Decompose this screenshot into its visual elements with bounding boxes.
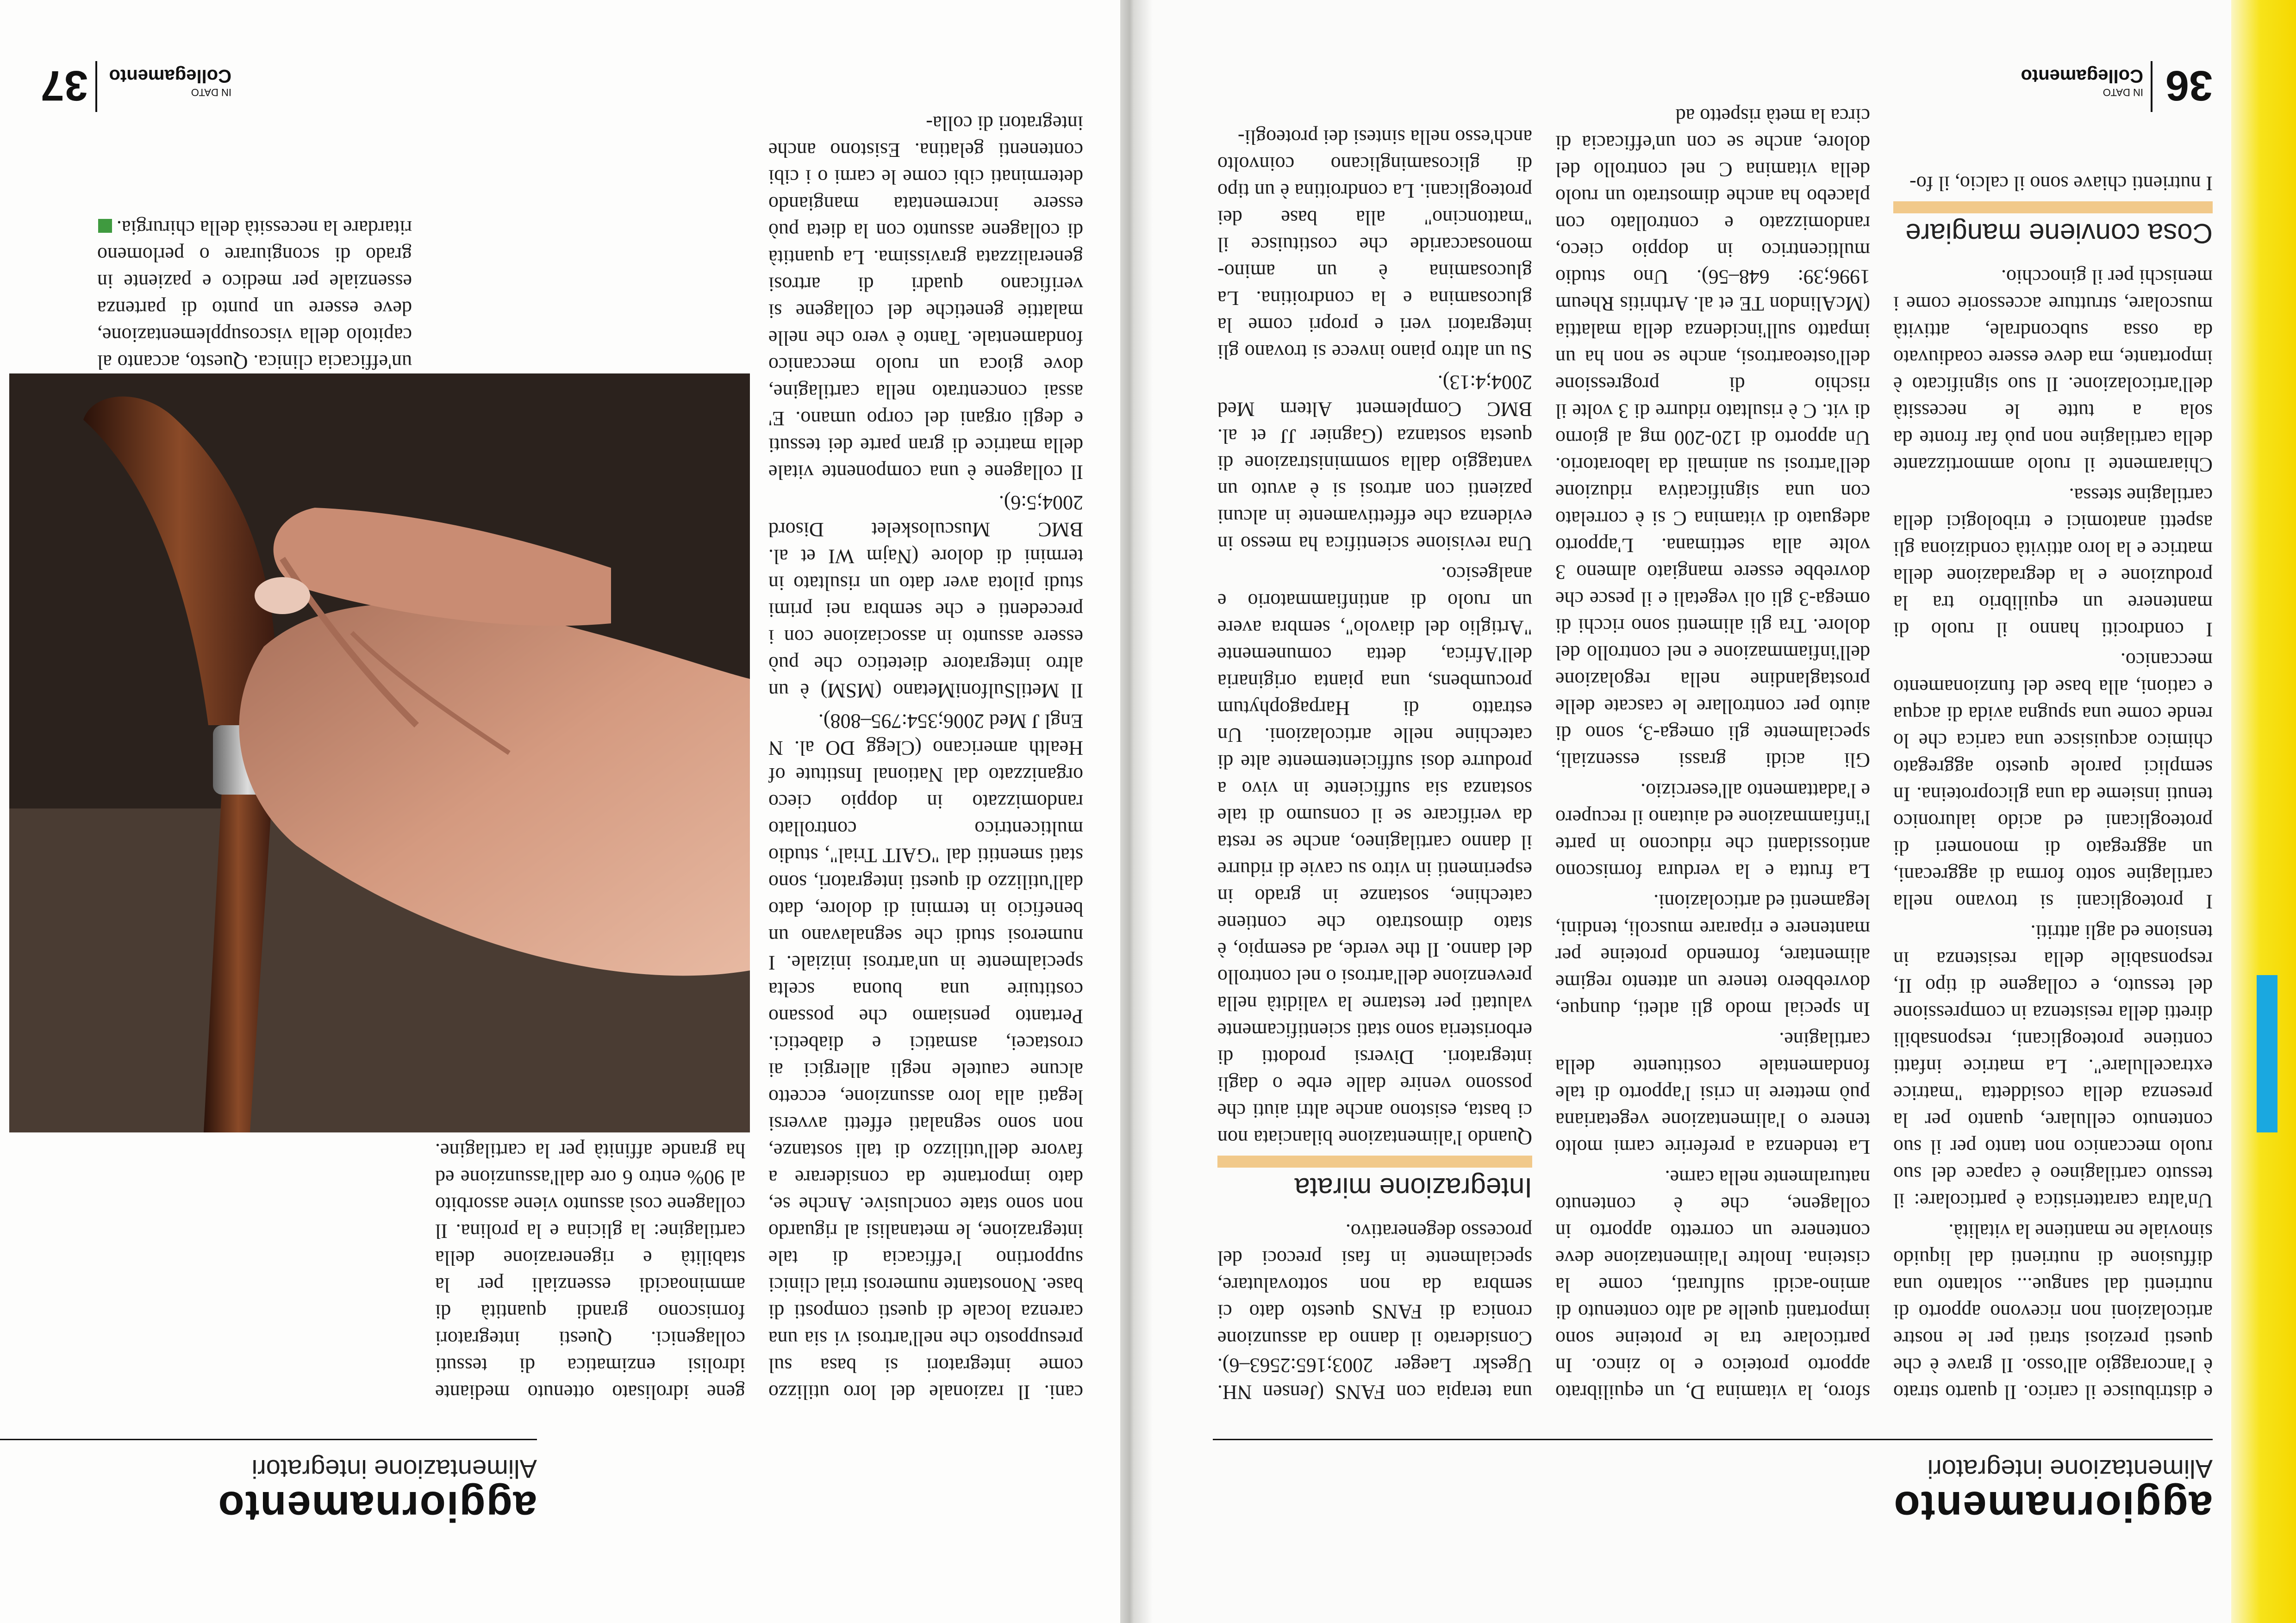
paragraph: Il MetilSulfoniMetano (MSM) è un altro integratore dietetico che può essere assunto in associazione con i precedenti e che sembra nei primi studi pilota aver dato un risultato in termini di dolore (Najm WI et al. BMC Musculoskelet Disord 2004;5:6). [768, 491, 1083, 702]
paragraph: I proteoglicani si trovano nella cartilagine sotto forma di aggrecani, un aggregato di monomeri di proteoglicani ed acido ialuronico tenuti insieme da una glicoproteina. In semplici parole questo aggregato chimico acquisisce una carica che lo rende come una spugna avida di acqua e cationi, alla base del funzionamento meccanico. [1893, 649, 2213, 913]
photo-illustration [9, 373, 750, 1132]
header-subtitle: Alimentazione integratori [251, 1455, 537, 1484]
footer-divider [2151, 61, 2152, 112]
page-36 [1139, 0, 2296, 1623]
page36-column-3 [1217, 120, 1532, 1405]
elderly-hands-on-walking-cane-photo [9, 373, 750, 1132]
yellow-page-edge [2231, 0, 2296, 1623]
paragraph: una terapia con FANS (Jensen NH. Ugeskr Laeger 2003;165:2563–6). Considerato il danno da assunzione cronica di FANS questo dato ci sembra da non sottovalutare, specialmente in fasi precoci del processo degenerativo. [1217, 1220, 1532, 1404]
paragraph: cani. Il razionale del loro utilizzo come integratori si basa sul presupposto che nell'artrosi vi sia una carenza locale di questi composti di base. Nonostante numerosi trial clinici supportino l'efficacia di tale integrazione, le metanalisi al riguardo non sono state conclusive. Anche se, dato importante da considerare a favore dell'utilizzo di tali sostanze, non sono segnalati effetti avversi legati alla loro assunzione, eccetto alcune cautele negli allergici ai crostacei, asmatici e diabetici. Pertanto pensiamo che possano costituire una buona scelta specialmente in un'artrosi iniziale. I numerosi studi che segnalavano un beneficio in termini di dolore, dato dall'utilizzo di questi integratori, sono stati smentiti dal "GAIT Trial", studio multicentrico controllato randomizzato in doppio cieco organizzato dal National Institute of Health americano (Clegg DO al. N Engl J Med 2006;354:795–808). [768, 710, 1083, 1404]
paragraph: Il collagene è una componente vitale della matrice di gran parte dei tessuti e degli organi del corpo umano. E' assai concentrato nella cartilagine, dove gioca un ruolo meccanico fondamentale. Tanto è vero che nelle malattie genetiche del collagene si verificano quadri di artrosi generalizzata gravissima. La quantità di collagene assunto con la dieta può essere incrementata mangiando determinati cibi come le carni o i cibi contenenti gelatina. Esistono anche integratori di colla- [768, 112, 1083, 484]
end-of-article-icon [98, 219, 112, 233]
footer-brand-name: Collegamento [2021, 66, 2143, 86]
header-rule [1213, 1439, 2213, 1440]
footer-brand [109, 65, 231, 98]
footer-brand-name: Collegamento [109, 66, 231, 86]
header-subtitle: Alimentazione integratori [1927, 1455, 2213, 1484]
paragraph: La tendenza a preferire carni molto tenere o l'alimentazione vegetariana può mettere in crisi l'apporto di tale fondamentale costituente della cartilagine. [1555, 1028, 1870, 1158]
header-brand: aggiornamento [1893, 1483, 2213, 1530]
paragraph: Una revisione scientifica ha messo in evidenza che effettivamente in alcuni pazienti con artrosi si è avuto un vantaggio dalla somministrazione di questa sostanza (Gagnier JJ et al. BMC Complement Altern Med 2004;4:13). [1217, 371, 1532, 555]
paragraph: I condrociti hanno il ruolo di mantenere un equilibrio tra la produzione e la degradazione della matrice e la loro attività condiziona gli aspetti anatomici e tribologici della cartilagine stessa. [1893, 484, 2213, 641]
closing-paragraph: un'efficacia clinica. Questo, accanto al capitolo della viscosupplementazione, deve essere un punto di partenza essenziale per medico e paziente in grado di scongiurare o perlomeno ritardare la necessità della chirurgia. [97, 217, 412, 373]
header-rule [0, 1439, 537, 1440]
footer-brand-small: IN DATO [2103, 87, 2143, 98]
paragraph: Quando l'alimentazione bilanciata non ci basta, esistono anche altri aiuti che possono venire dalle erbe o dagli integratori. Diversi prodotti di erboristeria sono stati scientificamente valutati per testarne la validità nella prevenzione dell'artrosi o nel controllo del danno. Il the verde, ad esempio, è stato dimostrato che contiene catechine, sostanze in grado in esperimenti in vitro su cavie di ridurre il danno cartilagineo, anche se resta da verificare se il consumo di tale sostanza sia sufficiente in vivo a produrre dosi sufficientemente alte di catechine nelle articolazioni. Un estratto di Harpagophytum procumbens, una pianta originaria dell'Africa, detta comunemente "Artiglio del diavolo", sembra avere un ruolo di antinfiammatorio e analgesico. [1217, 563, 1532, 1149]
paragraph: I nutrienti chiave sono il calcio, il fo- [1909, 172, 2213, 195]
subheading-cosa-conviene-mangiare: Cosa conviene mangiare [1893, 201, 2213, 249]
page36-column-1 [1893, 120, 2213, 1405]
cyan-index-tab [2257, 975, 2277, 1132]
footer-brand-small: IN DATO [191, 87, 231, 98]
paragraph: In special modo gli atleti, dunque, dovrebbero tenere un attento regime alimentare, fornendo proteine per mantenere e riparare muscoli, tendini, legamenti ed articolazioni. [1555, 890, 1870, 1020]
footer-divider [95, 61, 97, 112]
paragraph: Un'altra caratteristica è particolare: il tessuto cartilagineo è capace del suo ruolo meccanico non tanto per il suo contenuto cellulare, quanto per la presenza della cosiddetta "matrice extracellulare". La matrice infatti contiene proteoglicani, responsabili diretti della resistenza in compressione del tessuto, e collagene di tipo II, responsabile della resistenza in tensione ed agli attriti. [1893, 921, 2213, 1212]
paragraph: gene idrolisato ottenuto mediante idrolisi enzimatica di tessuti collagenici. Questi integratori forniscono grandi quantità di amminoacidi essenziali per la stabilità e rigenerazione della cartilagine: la glicina e la prolina. Il collagene così assunto viene assorbito al 90% entro 6 ore dall'assunzione ed ha grande affinità per la cartilagine. [435, 1139, 745, 1404]
paragraph: Chiaramente il ruolo ammortizzante della cartilagine non può far fronte da sola a tutte le necessità dell'articolazione. Il suo significato è importante, ma deve essere coadiuvato da ossa subcondrale, attività muscolare, strutture accessorie come i menischi per il ginocchio. [1893, 266, 2213, 476]
paragraph: e distribuisce il carico. Il quarto strato è l'ancoraggio all'osso. Il grave è che questi preziosi strati per le nostre articolazioni non ricevono apporto di nutrienti dal sangue... soltanto una diffusione di nutrienti dal liquido sinoviale ne mantiene la vitalità. [1893, 1220, 2213, 1404]
page36-column-2 [1555, 105, 1870, 1405]
page-number: 36 [2165, 62, 2213, 109]
paragraph: sforo, la vitamina D, un equilibrato apporto proteico e lo zinco. In particolare tra le proteine sono importanti quelle ad alto contenuto di amino-acidi sulfurati, come la cisteina. Inoltre l'alimentazione deve contenere un corretto apporto in collagene, che è contenuto naturalmente nella carne. [1555, 1166, 1870, 1404]
header-brand: aggiornamento [217, 1483, 537, 1530]
paragraph: Gli acidi grassi essenziali, specialmente gli omega-3, sono di aiuto per controllare le cascate delle prostaglandine nella regolazione dell'infiammazione e nel controllo del dolore. Tra gli alimenti sono ricchi di omega-3 gli oli vegetali e il pesce che dovrebbe essere mangiato almeno 3 volte alla settimana. L'apporto adeguato di vitamina C si è correlato con una significativa riduzione dell'artrosi su animali da laboratorio. Un apporto di 120-200 mg al giorno di vit. C è risultato ridurre di 3 volte il rischio di progressione dell'osteoartrosi, anche se non ha un impatto sull'incidenza della malattia (McAlindon TE et al. Arthritis Rheum 1996;39: 648–56). Uno studio multicentrico in doppio cieco, randomizzato e controllato con placebo ha anche dimostrato un ruolo della vitamina C nel controllo del dolore, anche se con un'efficacia di circa la metà rispetto ad [1555, 105, 1870, 771]
page37-column-1 [768, 112, 1083, 1405]
footer-brand [2021, 65, 2143, 98]
subheading-integrazione-mirata: Integrazione mirata [1217, 1156, 1532, 1204]
paragraph: Su un altro piano invece si trovano gli integratori veri e propri come la glucosamina e la condroitina. La glucosamina è un amino-monosaccaride che costituisce il "mattoncino" alla base dei proteoglicani. La condroitina è un tipo di glicosaminglicano coinvolto anch'esso nella sintesi dei proteogli- [1217, 126, 1532, 363]
page-number: 37 [40, 62, 88, 109]
paragraph: La frutta e la verdura forniscono antiossidanti che riducono in parte l'infiammazione ed aiutano il recupero e l'adattamento all'esercizio. [1555, 779, 1870, 883]
